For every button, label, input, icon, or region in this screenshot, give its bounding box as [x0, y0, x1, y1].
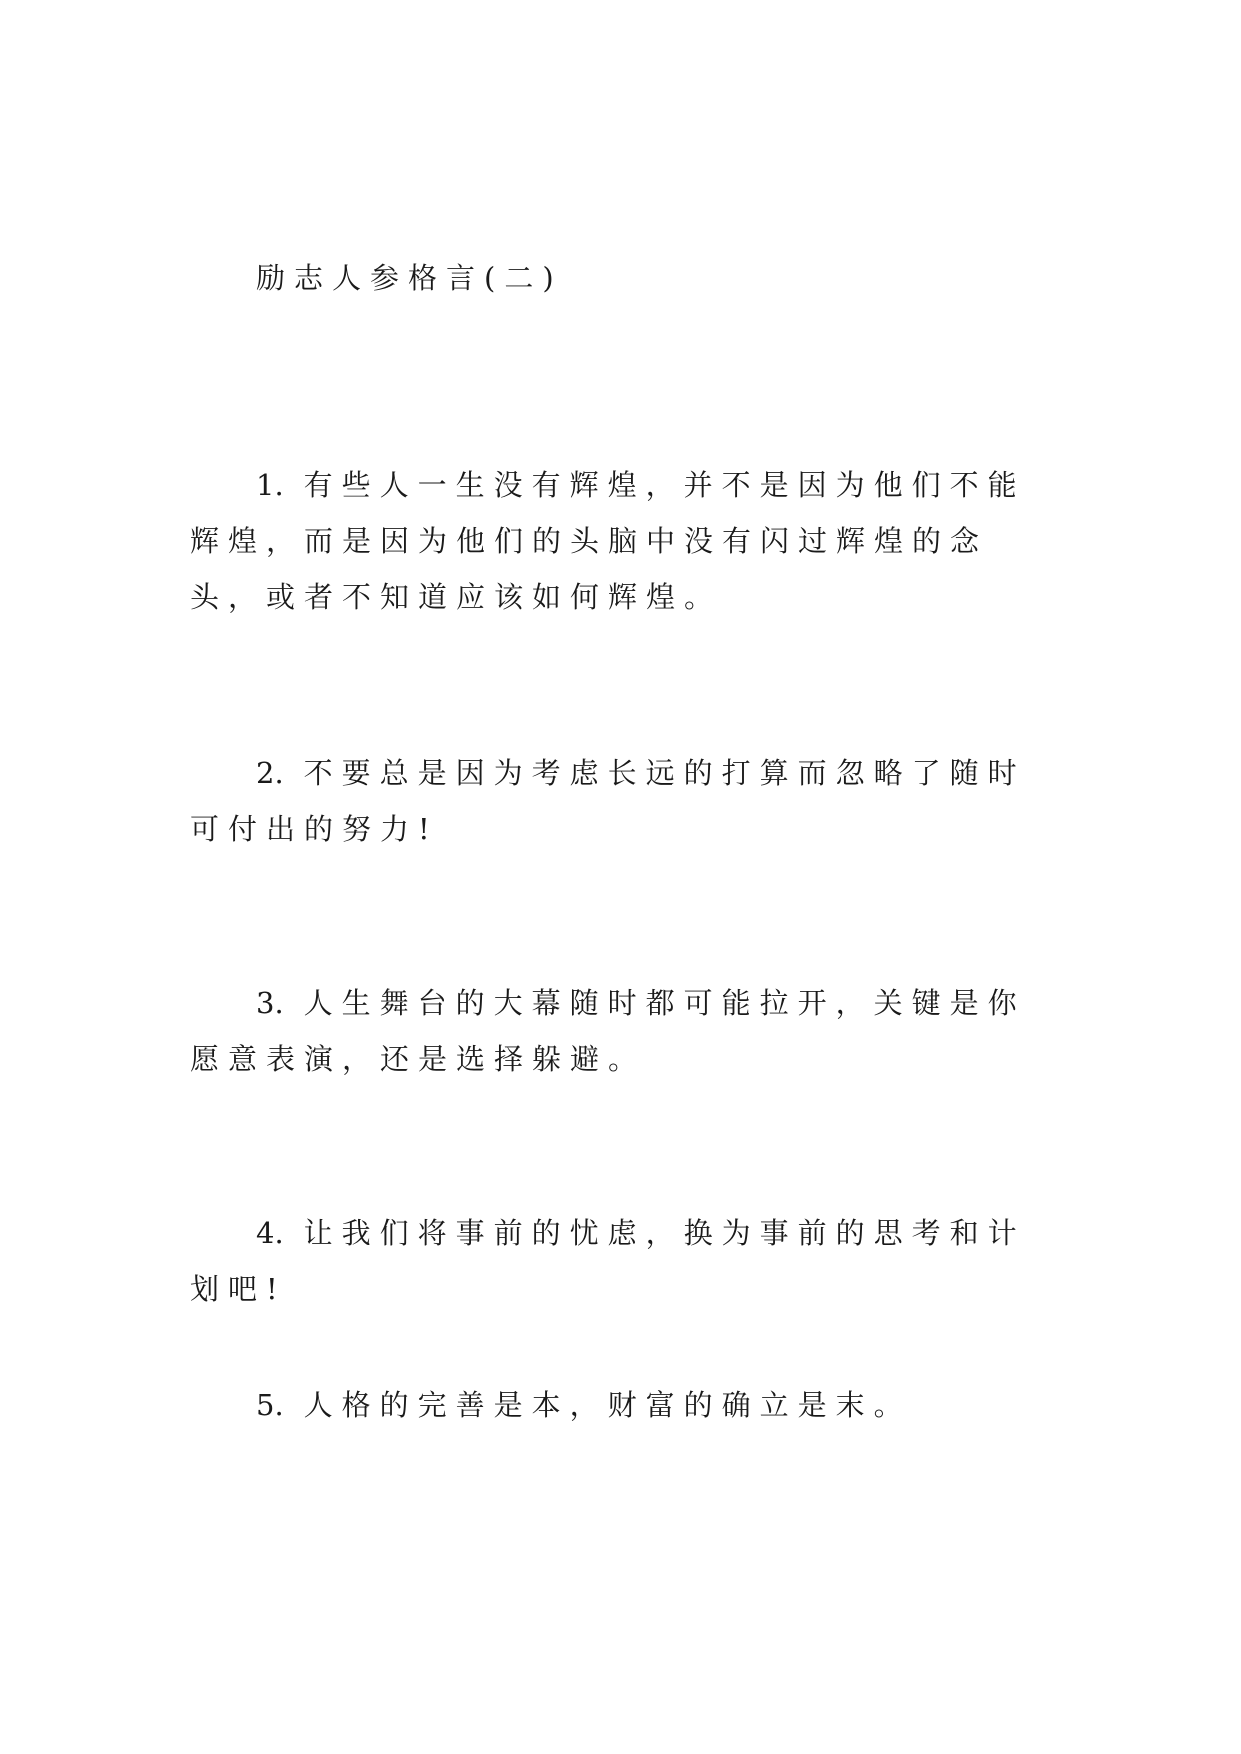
list-item [190, 745, 1060, 857]
item-text: 有些人一生没有辉煌，并不是因为他们不能辉煌，而是因为他们的头脑中没有闪过辉煌的念头，或者不知道应该如何辉煌。 [190, 468, 1026, 614]
item-number: 3. [256, 986, 284, 1020]
item-number: 5. [256, 1388, 284, 1422]
list-item [190, 975, 1060, 1087]
list-item [190, 1377, 1060, 1433]
item-number: 2. [256, 756, 284, 790]
list-item [190, 457, 1060, 625]
item-number: 1. [256, 468, 284, 502]
item-number: 4. [256, 1216, 284, 1250]
document-title: 励志人参格言(二) [256, 261, 563, 295]
item-text: 让我们将事前的忧虑，换为事前的思考和计划吧! [190, 1216, 1026, 1306]
item-text: 不要总是因为考虑长远的打算而忽略了随时可付出的努力! [190, 756, 1026, 846]
item-text: 人格的完善是本，财富的确立是末。 [303, 1388, 912, 1422]
item-text: 人生舞台的大幕随时都可能拉开，关键是你愿意表演，还是选择躲避。 [190, 986, 1026, 1076]
list-item [190, 1205, 1060, 1317]
